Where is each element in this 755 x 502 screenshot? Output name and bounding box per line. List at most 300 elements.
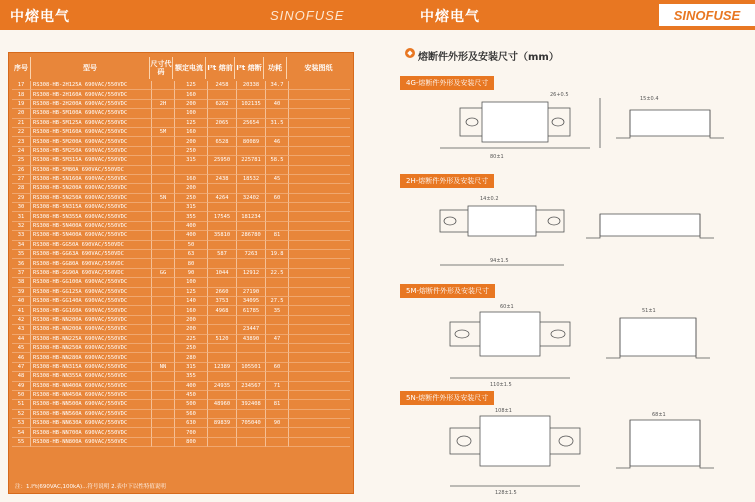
table-cell bbox=[152, 382, 175, 391]
table-cell bbox=[208, 391, 237, 400]
table-cell: 705040 bbox=[237, 419, 266, 428]
table-cell bbox=[266, 222, 289, 231]
table-cell bbox=[289, 372, 350, 381]
table-cell: 200 bbox=[175, 137, 208, 146]
table-row bbox=[12, 382, 350, 391]
table-header bbox=[12, 57, 350, 79]
table-cell: 200 bbox=[175, 184, 208, 193]
table-cell: RS308-HB-NN400A 690VAC/550VDC bbox=[31, 382, 152, 391]
table-cell bbox=[289, 306, 350, 315]
table-cell: 392408 bbox=[237, 400, 266, 409]
table-cell bbox=[289, 147, 350, 156]
table-cell: 81 bbox=[266, 231, 289, 240]
table-row bbox=[12, 137, 350, 146]
table-cell: 286780 bbox=[237, 231, 266, 240]
table-cell: 22.5 bbox=[266, 269, 289, 278]
table-note: 注：1.I²t(690VAC,100kA)...符号说明 2.表中下以性特值说明 bbox=[15, 484, 166, 490]
table-cell bbox=[237, 316, 266, 325]
table-cell: RS308-HB-GG125A 690VAC/550VDC bbox=[31, 288, 152, 297]
table-cell: 80 bbox=[175, 259, 208, 268]
table-cell bbox=[152, 372, 175, 381]
table-cell bbox=[266, 316, 289, 325]
table-cell: 250 bbox=[175, 344, 208, 353]
table-cell: 24935 bbox=[208, 382, 237, 391]
table-cell: 5N bbox=[152, 194, 175, 203]
table-cell: 6528 bbox=[208, 137, 237, 146]
table-cell bbox=[266, 344, 289, 353]
table-row bbox=[12, 335, 350, 344]
table-cell bbox=[208, 222, 237, 231]
table-cell: 315 bbox=[175, 156, 208, 165]
table-cell: 250 bbox=[175, 147, 208, 156]
table-row bbox=[12, 259, 350, 268]
table-cell bbox=[289, 363, 350, 372]
table-cell bbox=[237, 259, 266, 268]
spec-table bbox=[8, 52, 354, 494]
table-cell: RS308-HB-NN500A 690VAC/550VDC bbox=[31, 400, 152, 409]
table-cell: 31 bbox=[12, 212, 31, 221]
table-cell bbox=[237, 203, 266, 212]
table-cell: 50 bbox=[12, 391, 31, 400]
table-cell: 48960 bbox=[208, 400, 237, 409]
col-i2t-pre: I²t 熔前 bbox=[206, 57, 235, 79]
table-cell: 250 bbox=[175, 194, 208, 203]
table-cell: 28 bbox=[12, 184, 31, 193]
table-cell: 35 bbox=[266, 306, 289, 315]
table-cell bbox=[175, 166, 208, 175]
table-cell bbox=[152, 137, 175, 146]
table-cell: 27190 bbox=[237, 288, 266, 297]
table-cell bbox=[266, 372, 289, 381]
table-cell bbox=[266, 325, 289, 334]
table-cell: 200 bbox=[175, 316, 208, 325]
table-cell bbox=[289, 156, 350, 165]
table-cell: 140 bbox=[175, 297, 208, 306]
table-cell: RS308-HB-NN315A 690VAC/550VDC bbox=[31, 363, 152, 372]
table-cell: 4968 bbox=[208, 306, 237, 315]
table-cell bbox=[289, 428, 350, 437]
table-cell: 1044 bbox=[208, 269, 237, 278]
table-row bbox=[12, 306, 350, 315]
table-cell: 33 bbox=[12, 231, 31, 240]
table-cell: NN bbox=[152, 363, 175, 372]
table-cell: RS308-HB-5M80A 690VAC/550VDC bbox=[31, 166, 152, 175]
table-cell: 45 bbox=[12, 344, 31, 353]
table-cell: 29 bbox=[12, 194, 31, 203]
table-cell bbox=[289, 194, 350, 203]
table-cell bbox=[208, 428, 237, 437]
dim-5n-0: 108±1 bbox=[495, 408, 512, 414]
table-cell: 125 bbox=[175, 119, 208, 128]
table-cell: 2660 bbox=[208, 288, 237, 297]
table-cell bbox=[152, 90, 175, 99]
table-cell bbox=[152, 119, 175, 128]
table-cell bbox=[237, 241, 266, 250]
table-cell bbox=[152, 259, 175, 268]
table-cell bbox=[266, 109, 289, 118]
table-row bbox=[12, 250, 350, 259]
table-cell bbox=[152, 288, 175, 297]
table-cell: 32402 bbox=[237, 194, 266, 203]
table-cell bbox=[237, 344, 266, 353]
table-cell bbox=[237, 166, 266, 175]
table-row bbox=[12, 156, 350, 165]
table-cell bbox=[289, 335, 350, 344]
table-cell: RS308-HB-2H160A 690VAC/550VDC bbox=[31, 90, 152, 99]
table-cell: 225 bbox=[175, 335, 208, 344]
table-cell bbox=[208, 438, 237, 447]
table-row bbox=[12, 372, 350, 381]
table-cell bbox=[266, 128, 289, 137]
drawings-title: 熔断件外形及安装尺寸（mm） bbox=[418, 52, 559, 63]
table-cell: 19.8 bbox=[266, 250, 289, 259]
table-cell: RS308-HB-NN560A 690VAC/550VDC bbox=[31, 410, 152, 419]
table-cell: 2458 bbox=[208, 81, 237, 90]
table-cell: 35 bbox=[12, 250, 31, 259]
table-cell bbox=[289, 259, 350, 268]
brand-en-left: SINOFUSE bbox=[270, 8, 345, 23]
table-row bbox=[12, 166, 350, 175]
table-cell: 105501 bbox=[237, 363, 266, 372]
table-cell bbox=[237, 391, 266, 400]
table-cell: 160 bbox=[175, 306, 208, 315]
table-cell: 20338 bbox=[237, 81, 266, 90]
table-cell bbox=[152, 166, 175, 175]
table-cell: 18 bbox=[12, 90, 31, 99]
table-cell: RS308-HB-NN280A 690VAC/550VDC bbox=[31, 353, 152, 362]
section-label-5n: 5N-熔断件外形及安装尺寸 bbox=[400, 391, 494, 405]
table-cell bbox=[289, 128, 350, 137]
section-icon: ◆ bbox=[405, 48, 415, 58]
table-cell: 160 bbox=[175, 128, 208, 137]
table-cell: RS308-HB-GG90A 690VAC/550VDC bbox=[31, 269, 152, 278]
table-cell bbox=[289, 344, 350, 353]
table-cell: 80089 bbox=[237, 137, 266, 146]
table-cell bbox=[208, 128, 237, 137]
table-cell: 100 bbox=[175, 278, 208, 287]
table-cell: 40 bbox=[12, 297, 31, 306]
table-cell: RS308-HB-NN355A 690VAC/550VDC bbox=[31, 372, 152, 381]
section-label-5m: 5M-熔断件外形及安装尺寸 bbox=[400, 284, 495, 298]
table-cell bbox=[208, 316, 237, 325]
table-cell: 49 bbox=[12, 382, 31, 391]
table-cell bbox=[152, 391, 175, 400]
table-cell bbox=[266, 288, 289, 297]
table-cell: 53 bbox=[12, 419, 31, 428]
table-cell: 20 bbox=[12, 109, 31, 118]
table-cell: 52 bbox=[12, 410, 31, 419]
table-cell: 30 bbox=[12, 203, 31, 212]
table-row bbox=[12, 288, 350, 297]
table-cell: RS308-HB-NN450A 690VAC/550VDC bbox=[31, 391, 152, 400]
table-cell bbox=[152, 335, 175, 344]
table-cell: 60 bbox=[266, 363, 289, 372]
table-cell: 12389 bbox=[208, 363, 237, 372]
dim-5n-1: 128±1.5 bbox=[495, 490, 517, 496]
table-cell bbox=[237, 109, 266, 118]
table-cell bbox=[152, 212, 175, 221]
table-cell: RS308-HB-NN630A 690VAC/550VDC bbox=[31, 419, 152, 428]
table-cell: RS308-HB-5N160A 690VAC/550VDC bbox=[31, 175, 152, 184]
table-cell: RS308-HB-GG140A 690VAC/550VDC bbox=[31, 297, 152, 306]
table-cell: 41 bbox=[12, 306, 31, 315]
table-cell: 23447 bbox=[237, 325, 266, 334]
dim-4g-0: 80±1 bbox=[490, 154, 504, 160]
table-cell: 5M bbox=[152, 128, 175, 137]
table-cell: 2438 bbox=[208, 175, 237, 184]
table-cell bbox=[289, 241, 350, 250]
table-cell: 4264 bbox=[208, 194, 237, 203]
table-cell: 31.5 bbox=[266, 119, 289, 128]
table-row bbox=[12, 278, 350, 287]
table-cell: 315 bbox=[175, 363, 208, 372]
table-cell bbox=[289, 222, 350, 231]
table-cell bbox=[289, 81, 350, 90]
table-cell: 100 bbox=[175, 109, 208, 118]
table-cell bbox=[208, 372, 237, 381]
table-row bbox=[12, 297, 350, 306]
table-cell bbox=[237, 353, 266, 362]
table-cell bbox=[289, 119, 350, 128]
col-drawing: 安装图纸 bbox=[304, 64, 333, 72]
table-cell bbox=[152, 222, 175, 231]
table-cell: 34 bbox=[12, 241, 31, 250]
table-cell: 54 bbox=[12, 428, 31, 437]
table-cell bbox=[237, 428, 266, 437]
table-cell bbox=[152, 344, 175, 353]
table-row bbox=[12, 128, 350, 137]
table-cell: 21 bbox=[12, 119, 31, 128]
table-cell: 43890 bbox=[237, 335, 266, 344]
table-cell: 38 bbox=[12, 278, 31, 287]
table-cell bbox=[289, 137, 350, 146]
table-row bbox=[12, 391, 350, 400]
table-cell bbox=[289, 438, 350, 447]
table-cell: 35810 bbox=[208, 231, 237, 240]
brand-en-right: SINOFUSE bbox=[659, 4, 755, 26]
table-cell: 47 bbox=[12, 363, 31, 372]
table-cell bbox=[208, 203, 237, 212]
dim-5n-2: 68±1 bbox=[652, 412, 666, 418]
table-cell: 90 bbox=[266, 419, 289, 428]
table-row bbox=[12, 344, 350, 353]
table-cell bbox=[208, 325, 237, 334]
table-cell: 25654 bbox=[237, 119, 266, 128]
table-cell: 34095 bbox=[237, 297, 266, 306]
table-cell bbox=[152, 428, 175, 437]
table-cell bbox=[208, 410, 237, 419]
table-row bbox=[12, 100, 350, 109]
table-cell bbox=[289, 353, 350, 362]
table-row bbox=[12, 184, 350, 193]
table-cell: 18532 bbox=[237, 175, 266, 184]
table-cell: 225781 bbox=[237, 156, 266, 165]
table-cell: RS308-HB-5N400A 690VAC/550VDC bbox=[31, 231, 152, 240]
table-cell: 55 bbox=[12, 438, 31, 447]
col-size: 尺寸代码 bbox=[150, 57, 173, 79]
table-cell: 39 bbox=[12, 288, 31, 297]
table-cell: 81 bbox=[266, 400, 289, 409]
dim-5m-0: 60±1 bbox=[500, 304, 514, 310]
table-cell: 3753 bbox=[208, 297, 237, 306]
table-cell: 102135 bbox=[237, 100, 266, 109]
table-cell bbox=[289, 278, 350, 287]
table-cell bbox=[266, 203, 289, 212]
table-cell bbox=[289, 184, 350, 193]
table-cell: 160 bbox=[175, 175, 208, 184]
table-cell: 355 bbox=[175, 212, 208, 221]
table-cell: 450 bbox=[175, 391, 208, 400]
table-cell: 58.5 bbox=[266, 156, 289, 165]
table-row bbox=[12, 325, 350, 334]
table-cell: 60 bbox=[266, 194, 289, 203]
table-cell: 2H bbox=[152, 100, 175, 109]
table-cell: RS308-HB-2H125A 690VAC/550VDC bbox=[31, 81, 152, 90]
table-row bbox=[12, 175, 350, 184]
table-cell bbox=[266, 438, 289, 447]
table-cell: 25950 bbox=[208, 156, 237, 165]
table-cell bbox=[266, 410, 289, 419]
table-cell bbox=[266, 241, 289, 250]
table-cell bbox=[289, 391, 350, 400]
table-cell: 27 bbox=[12, 175, 31, 184]
table-cell: 27.5 bbox=[266, 297, 289, 306]
table-cell bbox=[289, 231, 350, 240]
table-cell bbox=[266, 166, 289, 175]
table-row bbox=[12, 194, 350, 203]
table-cell: 280 bbox=[175, 353, 208, 362]
table-cell bbox=[152, 241, 175, 250]
table-cell bbox=[152, 353, 175, 362]
table-cell bbox=[208, 278, 237, 287]
table-cell: RS308-HB-NN200A 690VAC/550VDC bbox=[31, 316, 152, 325]
table-cell: RS308-HB-5N355A 690VAC/550VDC bbox=[31, 212, 152, 221]
brand-cn-right: 中熔电气 bbox=[420, 9, 480, 25]
table-row bbox=[12, 241, 350, 250]
table-cell: 5120 bbox=[208, 335, 237, 344]
table-cell bbox=[208, 90, 237, 99]
table-cell: 46 bbox=[266, 137, 289, 146]
table-cell: 2065 bbox=[208, 119, 237, 128]
table-cell: RS308-HB-NN700A 690VAC/550VDC bbox=[31, 428, 152, 437]
table-cell bbox=[237, 278, 266, 287]
table-cell: 37 bbox=[12, 269, 31, 278]
table-row bbox=[12, 109, 350, 118]
table-cell: RS308-HB-5N315A 690VAC/550VDC bbox=[31, 203, 152, 212]
table-cell: RS308-HB-5M250A 690VAC/550VDC bbox=[31, 147, 152, 156]
table-cell bbox=[152, 156, 175, 165]
table-cell: 90 bbox=[175, 269, 208, 278]
table-cell: 19 bbox=[12, 100, 31, 109]
table-cell bbox=[266, 147, 289, 156]
table-cell bbox=[266, 353, 289, 362]
table-cell bbox=[289, 166, 350, 175]
table-cell bbox=[208, 344, 237, 353]
dim-5m-2: 51±1 bbox=[642, 308, 656, 314]
table-cell: RS308-HB-5M160A 690VAC/550VDC bbox=[31, 128, 152, 137]
table-cell: RS308-HB-GG80A 690VAC/550VDC bbox=[31, 259, 152, 268]
table-cell bbox=[152, 175, 175, 184]
table-cell: 44 bbox=[12, 335, 31, 344]
table-cell: 63 bbox=[175, 250, 208, 259]
col-power: 功耗 bbox=[264, 57, 287, 79]
table-cell bbox=[289, 400, 350, 409]
table-cell bbox=[289, 419, 350, 428]
table-cell: 355 bbox=[175, 372, 208, 381]
table-cell: 400 bbox=[175, 382, 208, 391]
table-cell bbox=[208, 166, 237, 175]
table-cell: RS308-HB-GG50A 690VAC/550VDC bbox=[31, 241, 152, 250]
table-cell: RS308-HB-5N250A 690VAC/550VDC bbox=[31, 194, 152, 203]
table-cell: 7263 bbox=[237, 250, 266, 259]
dim-4g-1: 26+0.5 bbox=[550, 92, 569, 98]
table-row bbox=[12, 119, 350, 128]
table-cell bbox=[266, 428, 289, 437]
table-cell bbox=[152, 81, 175, 90]
drawing-4g bbox=[430, 88, 750, 168]
table-cell: GG bbox=[152, 269, 175, 278]
section-label-2h: 2H-熔断件外形及安装尺寸 bbox=[400, 174, 494, 188]
table-cell: 71 bbox=[266, 382, 289, 391]
table-row bbox=[12, 316, 350, 325]
brand-cn-left: 中熔电气 bbox=[10, 9, 70, 25]
table-cell: RS308-HB-NN800A 690VAC/550VDC bbox=[31, 438, 152, 447]
drawing-5n bbox=[430, 406, 750, 496]
table-row bbox=[12, 222, 350, 231]
table-row bbox=[12, 410, 350, 419]
table-cell bbox=[237, 90, 266, 99]
table-cell: 125 bbox=[175, 81, 208, 90]
table-cell bbox=[237, 128, 266, 137]
table-row bbox=[12, 428, 350, 437]
table-cell bbox=[289, 203, 350, 212]
table-row bbox=[12, 203, 350, 212]
table-cell bbox=[237, 410, 266, 419]
table-cell bbox=[152, 400, 175, 409]
table-cell bbox=[152, 316, 175, 325]
table-row bbox=[12, 90, 350, 99]
table-row bbox=[12, 269, 350, 278]
table-cell: RS308-HB-5N400A 690VAC/550VDC bbox=[31, 222, 152, 231]
table-cell: 51 bbox=[12, 400, 31, 409]
table-cell: 46 bbox=[12, 353, 31, 362]
table-cell: 560 bbox=[175, 410, 208, 419]
table-cell bbox=[289, 250, 350, 259]
table-cell bbox=[266, 184, 289, 193]
table-cell: RS308-HB-GG63A 690VAC/550VDC bbox=[31, 250, 152, 259]
table-cell bbox=[289, 382, 350, 391]
table-cell: RS308-HB-NN225A 690VAC/550VDC bbox=[31, 335, 152, 344]
table-cell: 400 bbox=[175, 222, 208, 231]
table-cell bbox=[152, 278, 175, 287]
table-cell: 23 bbox=[12, 137, 31, 146]
table-cell bbox=[152, 250, 175, 259]
table-row bbox=[12, 81, 350, 90]
table-cell bbox=[208, 241, 237, 250]
table-cell: 587 bbox=[208, 250, 237, 259]
table-cell bbox=[152, 184, 175, 193]
table-cell bbox=[289, 316, 350, 325]
table-cell: 48 bbox=[12, 372, 31, 381]
table-cell bbox=[266, 212, 289, 221]
dim-5m-1: 110±1.5 bbox=[490, 382, 512, 388]
table-cell bbox=[266, 278, 289, 287]
table-cell: 315 bbox=[175, 203, 208, 212]
table-cell: RS308-HB-5N200A 690VAC/550VDC bbox=[31, 184, 152, 193]
table-cell: 500 bbox=[175, 400, 208, 409]
table-cell bbox=[152, 231, 175, 240]
table-cell: 42 bbox=[12, 316, 31, 325]
